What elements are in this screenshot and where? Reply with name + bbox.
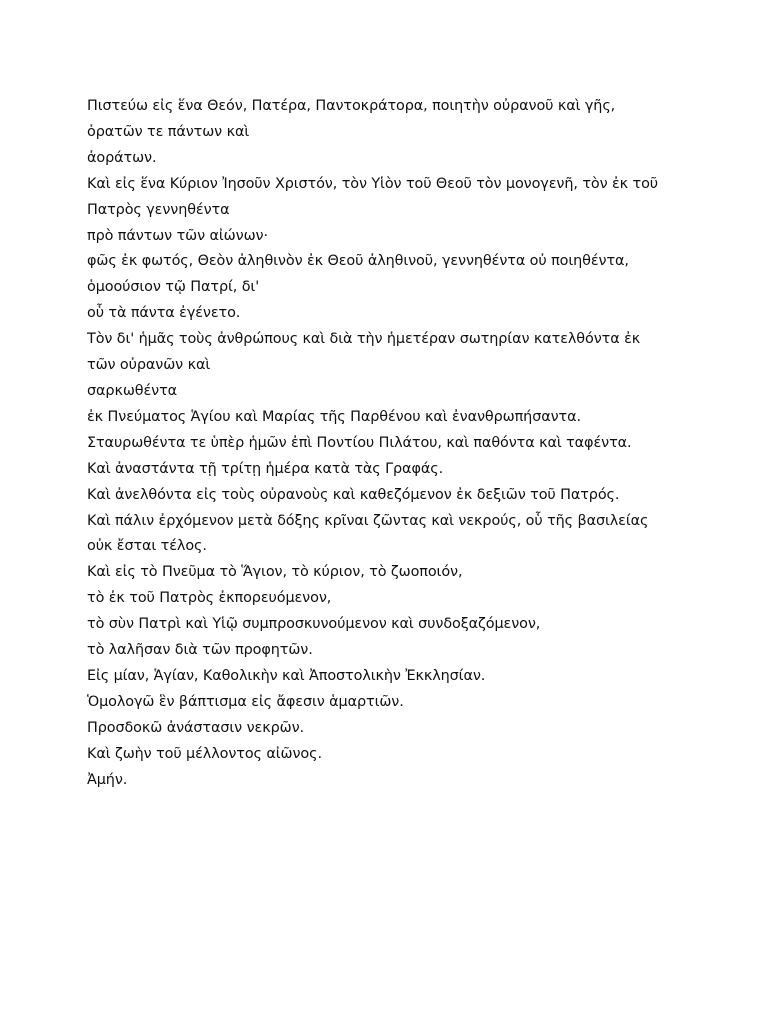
text-line: οὗ τὰ πάντα ἐγένετο. [87, 305, 241, 322]
text-line: Καὶ ἀναστάντα τῇ τρίτῃ ἡμέρα κατὰ τὰς Γραφάς. [87, 460, 444, 477]
text-line: τῶν οὐρανῶν καὶ [87, 357, 211, 374]
text-line: τὸ λαλῆσαν διὰ τῶν προφητῶν. [87, 642, 313, 659]
text-line: ἐκ Πνεύματος Ἁγίου καὶ Μαρίας τῆς Παρθένου καὶ ἐνανθρωπήσαντα. [87, 408, 581, 425]
text-line: Προσδοκῶ ἀνάστασιν νεκρῶν. [87, 719, 304, 736]
text-line: ὁρατῶν τε πάντων καὶ [87, 123, 250, 140]
text-line: Εἰς μίαν, Ἁγίαν, Καθολικὴν καὶ Ἀποστολικὴν Ἐκκλησίαν. [87, 667, 486, 684]
text-line: οὐκ ἔσται τέλος. [87, 538, 207, 555]
text-line: Πατρὸς γεννηθέντα [87, 201, 230, 218]
text-line: φῶς ἐκ φωτός, Θεὸν ἀληθινὸν ἐκ Θεοῦ ἀληθινοῦ, γεννηθέντα οὐ ποιηθέντα, [87, 253, 629, 270]
text-line: τὸ ἐκ τοῦ Πατρὸς ἐκπορευόμενον, [87, 590, 332, 607]
text-line: Καὶ εἰς τὸ Πνεῦμα τὸ Ἅγιον, τὸ κύριον, τὸ ζωοποιόν, [87, 564, 463, 581]
text-line: Τὸν δι' ἡμᾶς τοὺς ἀνθρώπους καὶ διὰ τὴν ἡμετέραν σωτηρίαν κατελθόντα ἐκ [87, 331, 641, 348]
text-line: ὁμοούσιον τῷ Πατρί, δι' [87, 279, 260, 296]
creed-text [87, 94, 687, 793]
text-line: Ὁμολογῶ ἓν βάπτισμα εἰς ἄφεσιν ἁμαρτιῶν. [87, 693, 404, 710]
text-line: ἀοράτων. [87, 149, 157, 166]
text-line: σαρκωθέντα [87, 382, 178, 399]
text-line: Ἀμήν. [87, 771, 128, 788]
text-line: Καὶ ζωὴν τοῦ μέλλοντος αἰῶνος. [87, 745, 322, 762]
text-line: Καὶ πάλιν ἐρχόμενον μετὰ δόξης κρῖναι ζῶντας καὶ νεκρούς, οὗ τῆς βασιλείας [87, 512, 649, 529]
text-line: Πιστεύω εἰς ἕνα Θεόν, Πατέρα, Παντοκράτορα, ποιητὴν οὐρανοῦ καὶ γῆς, [87, 98, 616, 114]
text-line: Σταυρωθέντα τε ὑπὲρ ἡμῶν ἐπὶ Ποντίου Πιλάτου, καὶ παθόντα καὶ ταφέντα. [87, 434, 632, 451]
text-line: τὸ σὺν Πατρὶ καὶ Υἱῷ συμπροσκυνούμενον καὶ συνδοξαζόμενον, [87, 616, 541, 633]
text-line: Καὶ ἀνελθόντα εἰς τοὺς οὐρανοὺς καὶ καθεζόμενον ἐκ δεξιῶν τοῦ Πατρός. [87, 486, 620, 503]
text-line: πρὸ πάντων τῶν αἰώνων· [87, 227, 268, 244]
text-line: Καὶ εἰς ἕνα Κύριον Ἰησοῦν Χριστόν, τὸν Υἱὸν τοῦ Θεοῦ τὸν μονογενῆ, τὸν ἐκ τοῦ [87, 175, 659, 192]
